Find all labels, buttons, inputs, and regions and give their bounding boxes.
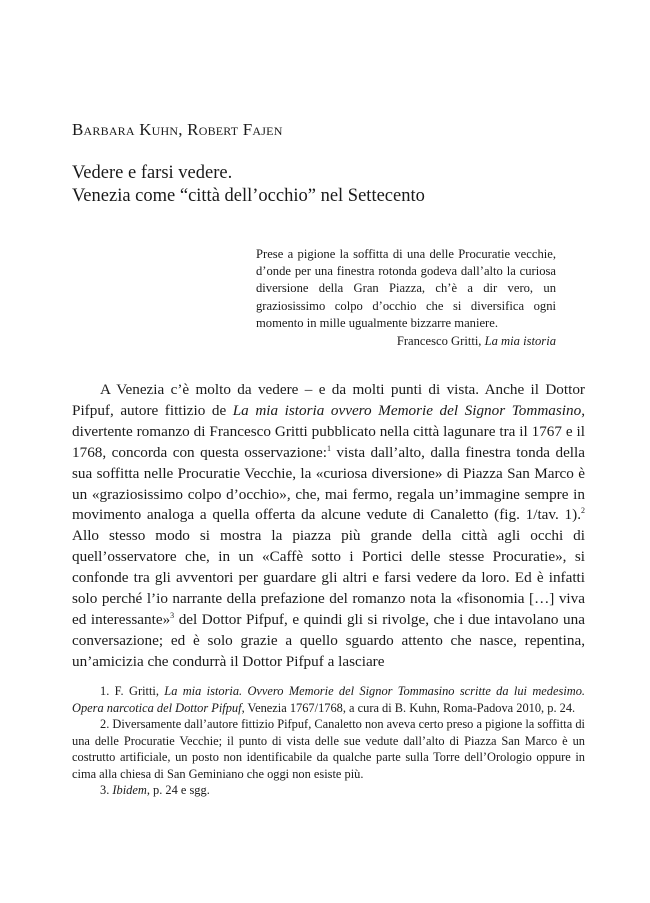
epigraph-source-work: La mia istoria <box>484 334 556 349</box>
footnote-1-text-b: , Venezia 1767/1768, a cura di B. Kuhn, Roma-Padova 2010, p. 24. <box>241 700 576 715</box>
footnote-3-text-a: 3. <box>100 783 113 797</box>
epigraph-source <box>256 333 556 350</box>
body-text-1: A Venezia c’è molto da vedere – e da molti punti di vista. Anche il Dottor Pifpuf, autore fittizio de <box>72 381 585 419</box>
body-text-5: del Dottor Pifpuf, e quindi gli si rivolge, che i due intavolano una conversazione; ed è solo grazie a quello sguardo attento che nasce, repentina, un’amicizia che condurrà il Dottor Pifpuf a lasciare <box>72 610 585 670</box>
title-line-2: Venezia come “città dell’occhio” nel Settecento <box>72 186 425 206</box>
body-text-2: , divertente romanzo di Francesco Gritti pubblicato nella città lagunare tra il 1767 e il 1768, concorda con questa osservazione: <box>72 401 585 461</box>
footnote-ref-2[interactable]: 2 <box>581 506 585 516</box>
footnote-3 <box>72 782 585 799</box>
footnote-3-italic: Ibidem <box>112 783 147 797</box>
body-italic-title: La mia istoria ovvero Memorie del Signor Tommasino <box>232 401 582 419</box>
epigraph <box>256 246 556 350</box>
body-paragraph <box>72 380 585 673</box>
footnote-ref-3[interactable]: 3 <box>170 610 175 620</box>
footnotes <box>72 683 585 799</box>
article-authors: Barbara Kuhn, Robert Fajen <box>72 120 283 139</box>
article-title <box>72 162 592 208</box>
footnote-ref-1[interactable]: 1 <box>326 443 331 453</box>
body-text-3: vista dall’alto, dalla finestra tonda della sua soffitta nelle Procuratie Vecchie, la «curiosa diversione» di Piazza San Marco è un «graziosissimo colpo d’occhio», che, mai fermo, regala un’immagine sempre in movimento analoga a quella offerta da alcune vedute di Canaletto (fig. 1/tav. 1). <box>72 443 585 524</box>
footnote-3-text-b: , p. 24 e sgg. <box>146 783 210 797</box>
epigraph-text: Prese a pigione la soffitta di una delle Procuratie vecchie, d’onde per una finestra rotonda godeva dall’alto la curiosa diversione della Gran Piazza, ch’è a dir vero, un graziosissimo colpo d’occhio che si diversifica ogni momento in mille ugualmente bizzarre maniere. <box>256 247 556 330</box>
epigraph-source-author: Francesco Gritti, <box>396 334 485 349</box>
footnote-1 <box>72 683 585 716</box>
footnote-1-italic: La mia istoria. Ovvero Memorie del Signor Tommasino scritte da lui medesimo. Opera narcotica del Dottor Pifpuf <box>72 684 586 715</box>
body-text-4: Allo stesso modo si mostra la piazza più grande della città agli occhi di quell’osservatore che, in un «Caffè sotto i Portici delle stesse Procuratie», si confonde tra gli avventori per guardare gli altri e farsi vedere da loro. Ed è infatti solo perché l’io narrante della prefazione del romanzo nota la «fisonomia […] viva ed interessante» <box>72 527 585 628</box>
title-line-1: Vedere e farsi vedere. <box>72 163 233 183</box>
footnote-1-text-a: 1. F. Gritti, <box>100 684 165 698</box>
footnote-2: 2. Diversamente dall’autore fittizio Pifpuf, Canaletto non aveva certo preso a pigione la soffitta di una delle Procuratie Vecchie; il punto di vista delle sue vedute dall’alto di Piazza San Marco è un costrutto artificiale, un posto non identificabile da qualche parte sulla Torre dell’Orologio oppure in cima alla chiesa di San Geminiano che oggi non esiste più. <box>72 717 585 781</box>
